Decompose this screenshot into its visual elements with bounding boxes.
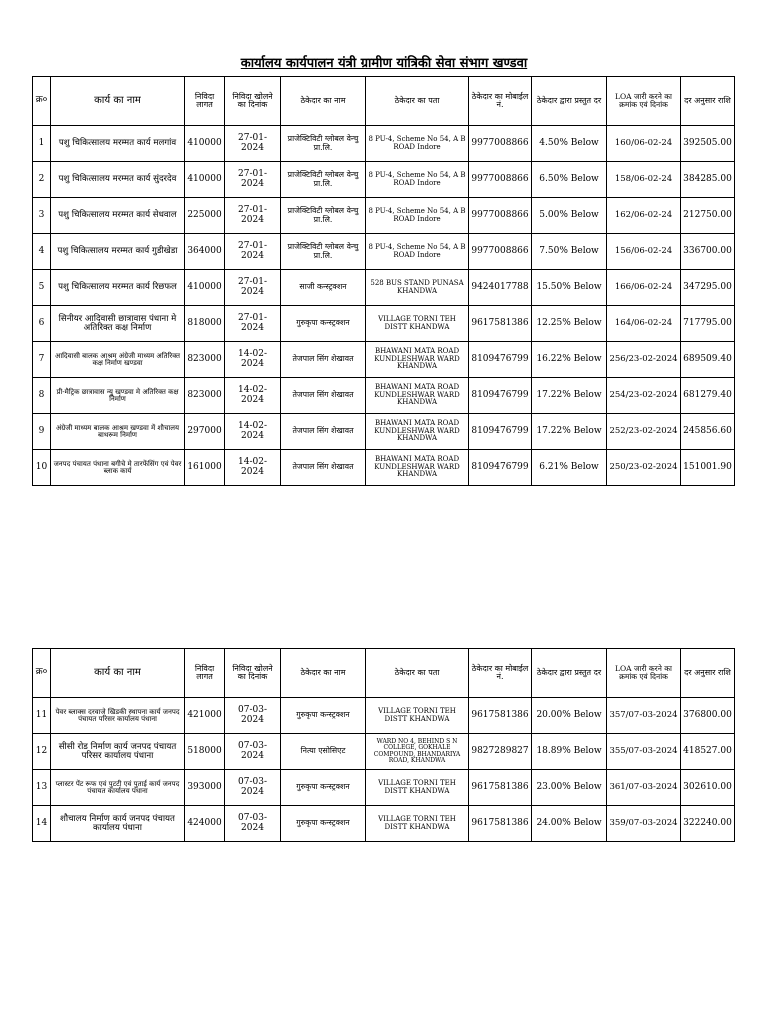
- contractor-name: तेजपाल सिंग शेखावत: [281, 450, 366, 486]
- contractor-address: WARD NO 4, BEHIND S N COLLEGE, GOKHALE COMPOUND, BHANDARIYA ROAD, KHANDWA: [366, 734, 469, 770]
- contractor-name: गुरुकृपा कन्स्ट्रक्शन: [281, 806, 366, 842]
- contractor-name: गुरुकृपा कन्स्ट्रक्शन: [281, 306, 366, 342]
- rate-amount: 151001.90: [681, 450, 735, 486]
- contractor-name: गुरुकृपा कन्स्ट्रक्शन: [281, 770, 366, 806]
- contractor-mobile: 9424017788: [469, 270, 532, 306]
- loa-number: 250/23-02-2024: [607, 450, 681, 486]
- estimate-cost: 364000: [185, 234, 225, 270]
- contractor-address: BHAWANI MATA ROAD KUNDLESHWAR WARD KHANDWA: [366, 414, 469, 450]
- row-sn: 4: [33, 234, 51, 270]
- loa-number: 361/07-03-2024: [607, 770, 681, 806]
- work-name: प्री-मैट्रिक छात्रावास न्यु खण्डवा मे अतिरिक्त कक्ष निर्माण: [51, 378, 185, 414]
- contractor-address: VILLAGE TORNI TEH DISTT KHANDWA: [366, 698, 469, 734]
- row-sn: 11: [33, 698, 51, 734]
- quoted-rate: 17.22% Below: [532, 378, 607, 414]
- header-estimate: निविदा लागत: [185, 77, 225, 126]
- tender-table-2: [32, 648, 735, 842]
- quoted-rate: 20.00% Below: [532, 698, 607, 734]
- estimate-cost: 823000: [185, 342, 225, 378]
- rate-amount: 245856.60: [681, 414, 735, 450]
- work-name: पशु चिकित्सालय मरम्मत कार्य मलगांव: [51, 126, 185, 162]
- open-date: 14-02-2024: [225, 450, 281, 486]
- work-name: पशु चिकित्सालय मरम्मत कार्य रिछफल: [51, 270, 185, 306]
- contractor-mobile: 8109476799: [469, 378, 532, 414]
- row-sn: 9: [33, 414, 51, 450]
- contractor-mobile: 9617581386: [469, 698, 532, 734]
- header-open-date: निविदा खोलने का दिनांक: [225, 649, 281, 698]
- quoted-rate: 5.00% Below: [532, 198, 607, 234]
- contractor-mobile: 8109476799: [469, 450, 532, 486]
- rate-amount: 681279.40: [681, 378, 735, 414]
- row-sn: 10: [33, 450, 51, 486]
- work-name: अंग्रेजी माध्यम बालक आश्रम खण्डवा में शौचालय बाथरूम निर्माण: [51, 414, 185, 450]
- header-rate: ठेकेदार द्वारा प्रस्तुत दर: [532, 649, 607, 698]
- row-sn: 1: [33, 126, 51, 162]
- contractor-name: प्राजेक्टिविटी ग्लोबल वेन्चु प्रा.लि.: [281, 126, 366, 162]
- rate-amount: 689509.40: [681, 342, 735, 378]
- contractor-name: प्राजेक्टिविटी ग्लोबल वेन्चु प्रा.लि.: [281, 198, 366, 234]
- open-date: 14-02-2024: [225, 378, 281, 414]
- contractor-address: 8 PU-4, Scheme No 54, A B ROAD Indore: [366, 126, 469, 162]
- rate-amount: 418527.00: [681, 734, 735, 770]
- table-row: [33, 234, 735, 270]
- table-row: [33, 270, 735, 306]
- rate-amount: 336700.00: [681, 234, 735, 270]
- loa-number: 254/23-02-2024: [607, 378, 681, 414]
- quoted-rate: 24.00% Below: [532, 806, 607, 842]
- rate-amount: 347295.00: [681, 270, 735, 306]
- header-loa: LOA जारी करने का क्रमांक एवं दिनांक: [607, 649, 681, 698]
- contractor-name: साजी कन्स्ट्रक्शन: [281, 270, 366, 306]
- header-work-name: कार्य का नाम: [51, 649, 185, 698]
- contractor-address: BHAWANI MATA ROAD KUNDLESHWAR WARD KHANDWA: [366, 342, 469, 378]
- contractor-address: VILLAGE TORNI TEH DISTT KHANDWA: [366, 306, 469, 342]
- estimate-cost: 410000: [185, 270, 225, 306]
- rate-amount: 392505.00: [681, 126, 735, 162]
- contractor-mobile: 8109476799: [469, 342, 532, 378]
- table-header-row: [33, 649, 735, 698]
- loa-number: 160/06-02-24: [607, 126, 681, 162]
- estimate-cost: 410000: [185, 126, 225, 162]
- loa-number: 355/07-03-2024: [607, 734, 681, 770]
- open-date: 27-01-2024: [225, 162, 281, 198]
- quoted-rate: 17.22% Below: [532, 414, 607, 450]
- table-row: [33, 126, 735, 162]
- work-name: सीसी रोड निर्माण कार्य जनपद पंचायत परिसर कार्यालय पंधाना: [51, 734, 185, 770]
- contractor-mobile: 9617581386: [469, 806, 532, 842]
- estimate-cost: 393000: [185, 770, 225, 806]
- contractor-mobile: 9977008866: [469, 234, 532, 270]
- contractor-mobile: 9827289827: [469, 734, 532, 770]
- quoted-rate: 7.50% Below: [532, 234, 607, 270]
- contractor-address: 528 BUS STAND PUNASA KHANDWA: [366, 270, 469, 306]
- quoted-rate: 18.89% Below: [532, 734, 607, 770]
- contractor-address: VILLAGE TORNI TEH DISTT KHANDWA: [366, 770, 469, 806]
- loa-number: 156/06-02-24: [607, 234, 681, 270]
- header-mobile: ठेकेदार का मोबाईल नं.: [469, 77, 532, 126]
- open-date: 27-01-2024: [225, 198, 281, 234]
- contractor-address: BHAWANI MATA ROAD KUNDLESHWAR WARD KHANDWA: [366, 450, 469, 486]
- page-title: कार्यालय कार्यपालन यंत्री ग्रामीण यांत्रिकी सेवा संभाग खण्डवा: [240, 56, 528, 71]
- table-row: [33, 342, 735, 378]
- header-work-name: कार्य का नाम: [51, 77, 185, 126]
- header-contractor: ठेकेदार का नाम: [281, 77, 366, 126]
- row-sn: 13: [33, 770, 51, 806]
- estimate-cost: 161000: [185, 450, 225, 486]
- estimate-cost: 225000: [185, 198, 225, 234]
- open-date: 27-01-2024: [225, 126, 281, 162]
- row-sn: 7: [33, 342, 51, 378]
- loa-number: 359/07-03-2024: [607, 806, 681, 842]
- quoted-rate: 15.50% Below: [532, 270, 607, 306]
- table-row: [33, 414, 735, 450]
- work-name: पशु चिकित्सालय मरम्मत कार्य सेधवाल: [51, 198, 185, 234]
- estimate-cost: 424000: [185, 806, 225, 842]
- work-name: पेवर ब्लाक्स दरवाजे खिडकी स्थापना कार्य जनपद पंचायत परिसर कार्यालय पंधाना: [51, 698, 185, 734]
- work-name: पशु चिकित्सालय मरम्मत कार्य सुंदरदेव: [51, 162, 185, 198]
- header-address: ठेकेदार का पता: [366, 77, 469, 126]
- work-name: पशु चिकित्सालय मरम्मत कार्य गुडीखेडा: [51, 234, 185, 270]
- header-open-date: निविदा खोलने का दिनांक: [225, 77, 281, 126]
- quoted-rate: 6.50% Below: [532, 162, 607, 198]
- work-name: जनपद पंचायत पंधाना बगीचे मे तारफेंसिंग एवं पेवर ब्लाक कार्य: [51, 450, 185, 486]
- open-date: 14-02-2024: [225, 414, 281, 450]
- quoted-rate: 16.22% Below: [532, 342, 607, 378]
- open-date: 27-01-2024: [225, 234, 281, 270]
- loa-number: 158/06-02-24: [607, 162, 681, 198]
- loa-number: 164/06-02-24: [607, 306, 681, 342]
- table-row: [33, 698, 735, 734]
- loa-number: 162/06-02-24: [607, 198, 681, 234]
- open-date: 07-03-2024: [225, 806, 281, 842]
- contractor-name: गुरुकृपा कन्स्ट्रक्शन: [281, 698, 366, 734]
- loa-number: 256/23-02-2024: [607, 342, 681, 378]
- work-name: आदिवासी बालक आश्रम अंग्रेजी माध्यम अतिरिक्त कक्ष निर्माण खण्डवा: [51, 342, 185, 378]
- table-row: [33, 770, 735, 806]
- open-date: 27-01-2024: [225, 306, 281, 342]
- rate-amount: 384285.00: [681, 162, 735, 198]
- estimate-cost: 297000: [185, 414, 225, 450]
- header-contractor: ठेकेदार का नाम: [281, 649, 366, 698]
- contractor-mobile: 9977008866: [469, 126, 532, 162]
- open-date: 14-02-2024: [225, 342, 281, 378]
- work-name: शौचालय निर्माण कार्य जनपद पंचायत कार्यालय पंधाना: [51, 806, 185, 842]
- row-sn: 3: [33, 198, 51, 234]
- contractor-mobile: 9977008866: [469, 162, 532, 198]
- table-row: [33, 162, 735, 198]
- table-row: [33, 806, 735, 842]
- rate-amount: 212750.00: [681, 198, 735, 234]
- header-address: ठेकेदार का पता: [366, 649, 469, 698]
- header-amount: दर अनुसार राशि: [681, 649, 735, 698]
- work-name: सिनीयर आदिवासी छात्रावास पंधाना मे अतिरिक्त कक्ष निर्माण: [51, 306, 185, 342]
- row-sn: 5: [33, 270, 51, 306]
- row-sn: 8: [33, 378, 51, 414]
- estimate-cost: 518000: [185, 734, 225, 770]
- contractor-name: तेजपाल सिंग शेखावत: [281, 414, 366, 450]
- estimate-cost: 421000: [185, 698, 225, 734]
- table-row: [33, 306, 735, 342]
- rate-amount: 376800.00: [681, 698, 735, 734]
- tender-table-1: [32, 76, 735, 486]
- contractor-address: 8 PU-4, Scheme No 54, A B ROAD Indore: [366, 162, 469, 198]
- contractor-address: VILLAGE TORNI TEH DISTT KHANDWA: [366, 806, 469, 842]
- table-row: [33, 378, 735, 414]
- contractor-mobile: 9617581386: [469, 770, 532, 806]
- contractor-name: प्राजेक्टिविटी ग्लोबल वेन्चु प्रा.लि.: [281, 234, 366, 270]
- loa-number: 166/06-02-24: [607, 270, 681, 306]
- contractor-name: प्राजेक्टिविटी ग्लोबल वेन्चु प्रा.लि.: [281, 162, 366, 198]
- quoted-rate: 12.25% Below: [532, 306, 607, 342]
- contractor-mobile: 9977008866: [469, 198, 532, 234]
- row-sn: 14: [33, 806, 51, 842]
- open-date: 07-03-2024: [225, 698, 281, 734]
- open-date: 07-03-2024: [225, 770, 281, 806]
- contractor-address: 8 PU-4, Scheme No 54, A B ROAD Indore: [366, 234, 469, 270]
- header-sn: क्र०: [33, 649, 51, 698]
- contractor-address: 8 PU-4, Scheme No 54, A B ROAD Indore: [366, 198, 469, 234]
- header-amount: दर अनुसार राशि: [681, 77, 735, 126]
- table-header-row: [33, 77, 735, 126]
- rate-amount: 322240.00: [681, 806, 735, 842]
- work-name: प्लास्टर पेंट रूफ एवं पुटटी एवं पुताई कार्य जनपद पंचायत कार्यालय पंधाना: [51, 770, 185, 806]
- header-sn: क्र०: [33, 77, 51, 126]
- quoted-rate: 6.21% Below: [532, 450, 607, 486]
- contractor-name: तेजपाल सिंग शेखावत: [281, 378, 366, 414]
- table-row: [33, 450, 735, 486]
- row-sn: 12: [33, 734, 51, 770]
- estimate-cost: 818000: [185, 306, 225, 342]
- rate-amount: 717795.00: [681, 306, 735, 342]
- contractor-address: BHAWANI MATA ROAD KUNDLESHWAR WARD KHANDWA: [366, 378, 469, 414]
- contractor-name: तेजपाल सिंग शेखावत: [281, 342, 366, 378]
- open-date: 27-01-2024: [225, 270, 281, 306]
- estimate-cost: 823000: [185, 378, 225, 414]
- contractor-mobile: 9617581386: [469, 306, 532, 342]
- estimate-cost: 410000: [185, 162, 225, 198]
- open-date: 07-03-2024: [225, 734, 281, 770]
- contractor-mobile: 8109476799: [469, 414, 532, 450]
- table-row: [33, 198, 735, 234]
- header-loa: LOA जारी करने का क्रमांक एवं दिनांक: [607, 77, 681, 126]
- loa-number: 252/23-02-2024: [607, 414, 681, 450]
- row-sn: 6: [33, 306, 51, 342]
- table-row: [33, 734, 735, 770]
- quoted-rate: 4.50% Below: [532, 126, 607, 162]
- loa-number: 357/07-03-2024: [607, 698, 681, 734]
- rate-amount: 302610.00: [681, 770, 735, 806]
- contractor-name: नित्या एसोसिएट: [281, 734, 366, 770]
- header-estimate: निविदा लागत: [185, 649, 225, 698]
- header-rate: ठेकेदार द्वारा प्रस्तुत दर: [532, 77, 607, 126]
- row-sn: 2: [33, 162, 51, 198]
- header-mobile: ठेकेदार का मोबाईल नं.: [469, 649, 532, 698]
- quoted-rate: 23.00% Below: [532, 770, 607, 806]
